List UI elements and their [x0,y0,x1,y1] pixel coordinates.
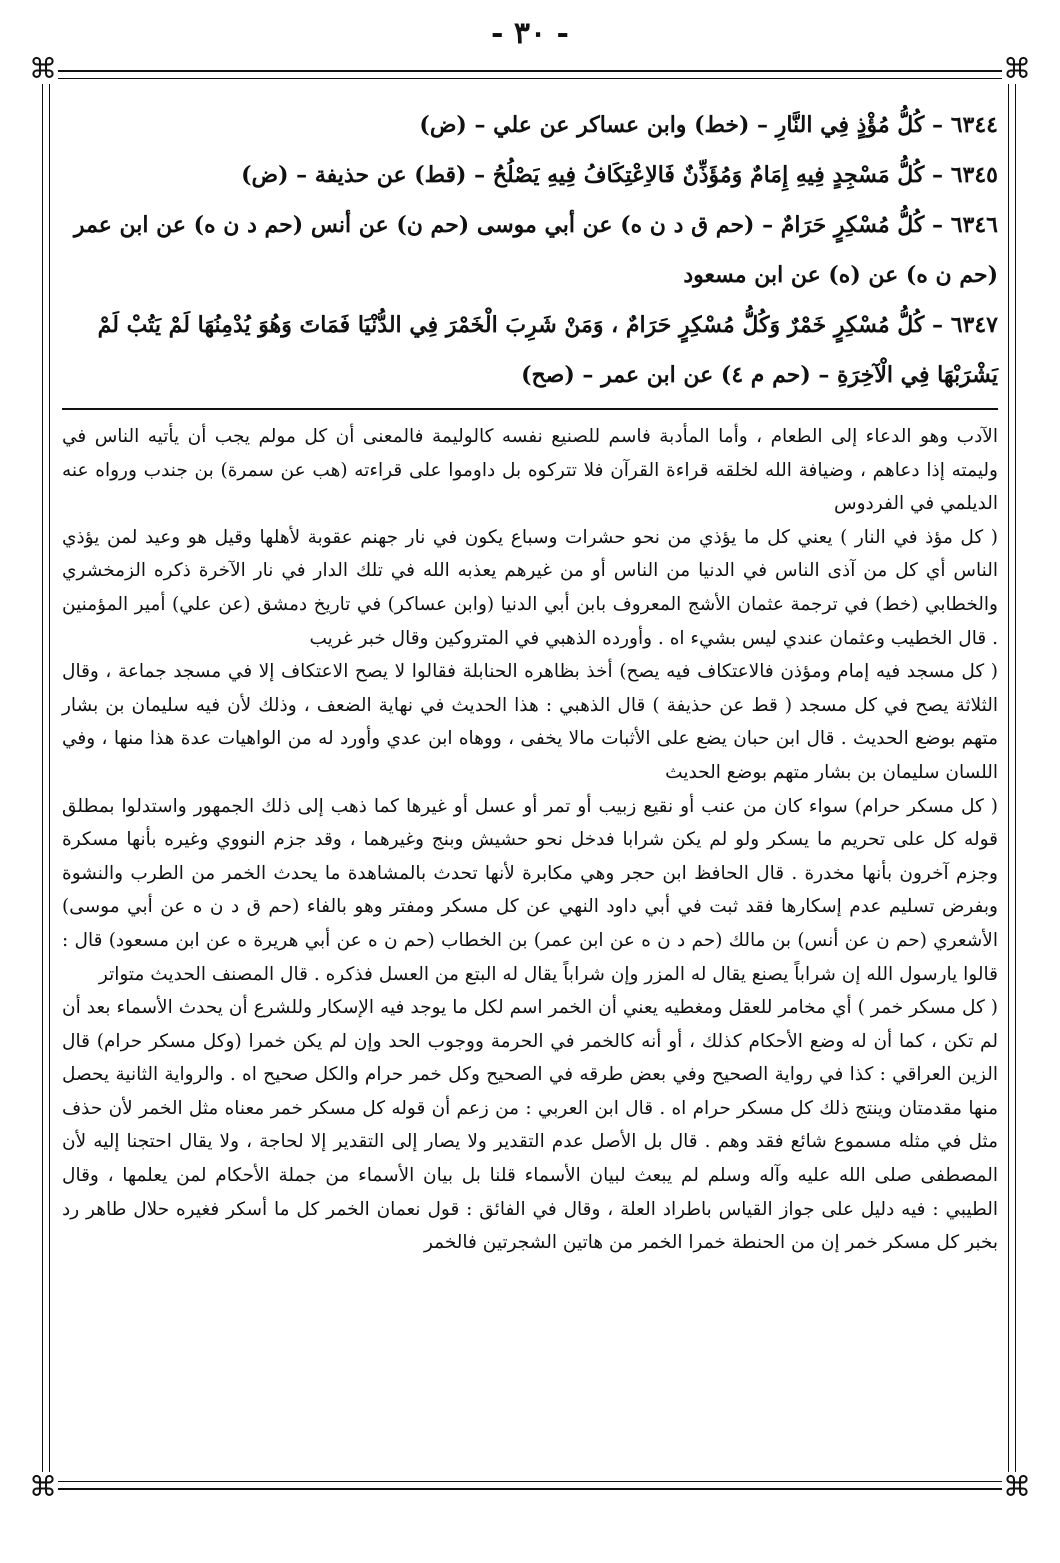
hadith-text: – كُلُّ مُسْكِرٍ حَرَامٌ – (حم ق د ن ه) عن أبي موسى (حم ن) عن أنس (حم د ن ه) عن ابن عمر (حم ن ه) عن (ه) عن ابن مسعود [73,212,998,288]
hadith-number: ٦٣٤٦ [950,212,998,238]
page-number: - ٣٠ - [490,16,570,51]
commentary-paragraph: ( كل مسكر حرام) سواء كان من عنب أو نقيع زبيب أو تمر أو عسل أو غيرها كما ذهب إلى ذلك الجمهور واستدلوا بمطلق قوله كل على تحريم ما يسكر ولو لم يكن شرابا فدخل نحو حشيش وبنج وغيرهما ، وقد جزم النووي وغيره بأنها مسكرة وجزم آخرون بأنها مخدرة . قال الحافظ ابن حجر وهي مكابرة لأنها تحدث بالمشاهدة ما يحدث الخمر من الطرب والنشوة وبفرض تسليم عدم إسكارها فقد ثبت في أبي داود النهي عن كل مسكر ومفتر وهو بالفاء (حم ق د ن ه عن أبي موسى) الأشعري (حم ن عن أنس) بن مالك (حم د ن ه عن ابن عمر) بن الخطاب (حم ن ه عن أبي هريرة ه عن ابن مسعود) قال : قالوا يارسول الله إن شراباً يصنع يقال له المزر وإن شراباً يقال له البتع من العسل فذكره . قال المصنف الحديث متواتر [62,795,998,985]
hadith-list [62,100,998,400]
section-divider [62,408,998,410]
hadith-text: – كُلُّ مُسْكِرٍ خَمْرٌ وَكُلُّ مُسْكِرٍ حَرَامٌ ، وَمَنْ شَرِبَ الْخَمْرَ فِي الدُّنْيَا فَمَاتَ وَهُوَ يُدْمِنُهَا لَمْ يَتُبْ لَمْ يَشْرَبْهَا فِي الْآخِرَةِ – (حم م ٤) عن ابن عمر – (صح) [97,312,998,388]
corner-ornament-icon: ⌘ [29,1470,57,1503]
page-content [62,100,998,1260]
hadith-text: – كُلُّ مَسْجِدٍ فِيهِ إِمَامٌ وَمُؤَذِّنٌ فَالاِعْتِكَافُ فِيهِ يَصْلُحُ – (قط) عن حذيفة – (ض) [241,162,944,188]
commentary-paragraph: ( كل مسكر خمر ) أي مخامر للعقل ومغطيه يعني أن الخمر اسم لكل ما يوجد فيه الإسكار وللشرع أن يحدث الأسماء بعد أن لم تكن ، كما أن له وضع الأحكام كذلك ، أو أنه كالخمر في الحرمة ووجوب الحد وإن لم يكن خمرا (وكل مسكر حرام) قال الزين العراقي : كذا في رواية الصحيح وفي بعض طرقه في الصحيح وكل خمر حرام والكل صحيح اه . والرواية الثانية يحصل منها مقدمتان وينتج ذلك كل مسكر حرام اه . قال ابن العربي : من زعم أن قوله كل مسكر خمر معناه مثل الخمر لأن حذف مثل في مثله مسموع شائع فقد وهم . قال بل الأصل عدم التقدير ولا يصار إلى التقدير إلا لحاجة ، ولا يقال احتجنا إليه لأن المصطفى صلى الله عليه وآله وسلم لم يبعث لبيان الأسماء قلنا بل بيان الأسماء من جملة الأحكام لمن يعلمها ، وقال الطيبي : فيه دليل على جواز القياس باطراد العلة ، وقال في الفائق : قول نعمان الخمر كل ما أسكر فغيره حلال طاهر رد بخبر كل مسكر خمر إن من الحنطة خمرا الخمر من هاتين الشجرتين فالخمر [62,997,998,1254]
hadith-entry [62,200,998,300]
hadith-number: ٦٣٤٧ [950,312,998,338]
corner-ornament-icon: ⌘ [1003,52,1031,85]
commentary-section [62,420,998,1260]
commentary-paragraph: ( كل مسجد فيه إمام ومؤذن فالاعتكاف فيه يصح) أخذ بظاهره الحنابلة فقالوا لا يصح الاعتكاف إلا في مسجد جماعة ، وقال الثلاثة يصح في كل مسجد ( قط عن حذيفة ) قال الذهبي : هذا الحديث في نهاية الضعف ، وذلك لأن فيه سليمان بن بشار متهم بوضع الحديث . قال ابن حبان يضع على الأثبات مالا يخفى ، ووهاه ابن عدي وأورد له من الواهيات عدة هذا منها ، وفي اللسان سليمان بن بشار متهم بوضع الحديث [62,661,998,783]
corner-ornament-icon: ⌘ [29,52,57,85]
hadith-entry [62,150,998,200]
hadith-entry [62,300,998,400]
hadith-text: – كُلُّ مُؤْذٍ فِي النَّارِ – (خط) وابن عساكر عن علي – (ض) [419,112,944,138]
commentary-paragraph: ( كل مؤذ في النار ) يعني كل ما يؤذي من نحو حشرات وسباع يكون في نار جهنم عقوبة لأهلها وقيل هو وعيد لمن يؤذي الناس أي كل من آذى الناس في الدنيا من الناس أو من غيرهم يعذبه الله في تلك الدار في نار الآخرة ذكره الزمخشري والخطابي (خط) في ترجمة عثمان الأشج المعروف بابن أبي الدنيا (وابن عساكر) في تاريخ دمشق (عن علي) أمير المؤمنين . قال الخطيب وعثمان عندي ليس بشيء اه . وأورده الذهبي في المتروكين وقال خبر غريب [62,526,998,649]
hadith-entry [62,100,998,150]
hadith-number: ٦٣٤٥ [950,162,998,188]
commentary-paragraph: الآدب وهو الدعاء إلى الطعام ، وأما المأدبة فاسم للصنيع نفسه كالوليمة فالمعنى أن كل مولم يجب أن يأتيه الناس في وليمته إذا دعاهم ، وضيافة الله لخلقه قراءة القرآن فلا تتركوه بل داوموا على قراءته (هب عن سمرة) بن جندب ورواه عنه الديلمي في الفردوس [62,426,998,515]
hadith-number: ٦٣٤٤ [950,112,998,138]
corner-ornament-icon: ⌘ [1003,1470,1031,1503]
